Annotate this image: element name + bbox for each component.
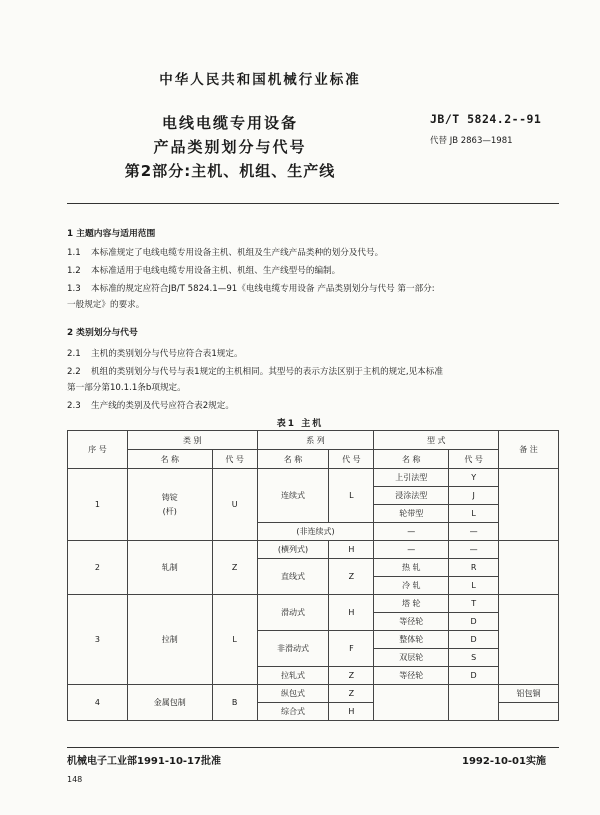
cell-type-code: R [449, 559, 499, 577]
footer-divider [67, 747, 559, 748]
title-line-3: 第2部分:主机、机组、生产线 [124, 162, 336, 180]
header-type: 型 式 [374, 431, 499, 450]
header-series: 系 列 [257, 431, 374, 450]
para-number: 2.2 [67, 367, 81, 377]
cell-category-code: Z [212, 541, 257, 595]
table-row [68, 595, 559, 613]
header-code: 代 号 [212, 450, 257, 469]
paragraph-2-2 [67, 364, 559, 380]
cell-type-name: 塔 轮 [374, 595, 449, 613]
table-subheader-row [68, 450, 559, 469]
cell-remark: 铝包铜 [499, 685, 559, 703]
cell-type-name: 整体轮 [374, 631, 449, 649]
para-number: 2.1 [67, 349, 81, 359]
cell-seq: 3 [68, 595, 128, 685]
cell-series-code: Z [329, 685, 374, 703]
cell-category-code: L [212, 595, 257, 685]
implementation-date: 1992-10-01实施 [462, 756, 546, 767]
page-number: 148 [67, 775, 83, 784]
header-remark: 备 注 [499, 431, 559, 469]
header-category: 类 别 [127, 431, 257, 450]
main-table [67, 430, 559, 721]
para-number: 1.1 [67, 248, 81, 258]
cell-series-code: H [329, 703, 374, 721]
para-text: 本标准适用于电线电缆专用设备主机、机组、生产线型号的编制。 [91, 266, 341, 276]
cell-series-code: L [329, 469, 374, 523]
approval-date: 机械电子工业部1991-10-17批准 [67, 756, 221, 767]
cell-series-name: 综合式 [257, 703, 329, 721]
cell-category-code: B [212, 685, 257, 721]
cell-category-name: 拉制 [127, 595, 212, 685]
header-seq: 序 号 [68, 431, 128, 469]
para-text: 本标准的规定应符合JB/T 5824.1—91《电线电缆专用设备 产品类别划分与代号 第一部分: [91, 284, 435, 294]
paragraph-2-1 [67, 346, 559, 362]
cell-remark [499, 541, 559, 595]
cell-type-code: D [449, 631, 499, 649]
cell-type-name: — [374, 523, 449, 541]
paragraph-1-2 [67, 263, 559, 279]
cell-series-code: Z [329, 667, 374, 685]
table-row [68, 541, 559, 559]
standard-number: JB/T 5824.2--91 [430, 112, 542, 126]
cell-series-name: 拉轧式 [257, 667, 329, 685]
cell-remark [499, 703, 559, 721]
cell-series-name: 连续式 [257, 469, 329, 523]
cell-type-name: 等径轮 [374, 667, 449, 685]
cell-series-name: (非连续式) [257, 523, 374, 541]
cell-series-code: H [329, 595, 374, 631]
cell-seq: 1 [68, 469, 128, 541]
cell-type-code: D [449, 613, 499, 631]
cell-type-code: L [449, 577, 499, 595]
header-name: 名 称 [257, 450, 329, 469]
para-text: 生产线的类别及代号应符合表2规定。 [91, 401, 234, 411]
cell-series-code: H [329, 541, 374, 559]
cell-type-code: Y [449, 469, 499, 487]
cell-series-name: (横列式) [257, 541, 329, 559]
para-text: 机组的类别划分与代号与表1规定的主机相同。其型号的表示方法区别于主机的规定,见本标准 [91, 367, 443, 377]
table-row [68, 685, 559, 703]
para-text: 主机的类别划分与代号应符合表1规定。 [91, 349, 243, 359]
cell-category-name: 轧制 [127, 541, 212, 595]
cell-type-code: T [449, 595, 499, 613]
replaces-note: 代替 JB 2863—1981 [430, 136, 513, 146]
cell-series-name: 直线式 [257, 559, 329, 595]
table-row [68, 469, 559, 487]
paragraph-2-3 [67, 398, 559, 414]
cell-series-name: 纵包式 [257, 685, 329, 703]
section-1-title: 1 主题内容与适用范围 [67, 229, 156, 239]
cell-type-code [449, 685, 499, 721]
cell-type-code: — [449, 541, 499, 559]
cell-type-name: 上引法型 [374, 469, 449, 487]
cell-type-name: 热 轧 [374, 559, 449, 577]
cell-category-code: U [212, 469, 257, 541]
title-line-1: 电线电缆专用设备 [161, 114, 298, 132]
document-header: 中华人民共和国机械行业标准 [159, 72, 361, 88]
cell-type-code: D [449, 667, 499, 685]
paragraph-2-2-cont: 第一部分第10.1.1条b项规定。 [67, 383, 186, 393]
cell-type-name: 双层轮 [374, 649, 449, 667]
cell-category-name: 铸锭 (杆) [127, 469, 212, 541]
cell-seq: 4 [68, 685, 128, 721]
header-code: 代 号 [449, 450, 499, 469]
cell-series-name: 滑动式 [257, 595, 329, 631]
cell-category-name: 金属包制 [127, 685, 212, 721]
cell-seq: 2 [68, 541, 128, 595]
header-code: 代 号 [329, 450, 374, 469]
cell-series-code: F [329, 631, 374, 667]
cell-series-name: 非滑动式 [257, 631, 329, 667]
cell-type-name [374, 685, 449, 721]
header-name: 名 称 [374, 450, 449, 469]
table-header-row [68, 431, 559, 450]
paragraph-1-3-cont: 一般规定》的要求。 [67, 300, 145, 310]
paragraph-1-1 [67, 245, 559, 261]
cell-type-code: L [449, 505, 499, 523]
cell-type-name: 浸涂法型 [374, 487, 449, 505]
cell-type-name: 等径轮 [374, 613, 449, 631]
cell-series-code: Z [329, 559, 374, 595]
cell-remark [499, 469, 559, 541]
para-number: 1.3 [67, 284, 81, 294]
cell-type-name: 冷 轧 [374, 577, 449, 595]
title-line-2: 产品类别划分与代号 [153, 138, 307, 156]
header-name: 名 称 [127, 450, 212, 469]
section-2-title: 2 类别划分与代号 [67, 328, 138, 338]
para-number: 2.3 [67, 401, 81, 411]
cell-type-code: S [449, 649, 499, 667]
cell-type-name: 轮带型 [374, 505, 449, 523]
cell-remark [499, 595, 559, 685]
cell-type-code: — [449, 523, 499, 541]
para-number: 1.2 [67, 266, 81, 276]
cell-type-name: — [374, 541, 449, 559]
cell-type-code: J [449, 487, 499, 505]
title-divider [67, 203, 559, 204]
paragraph-1-3 [67, 281, 559, 297]
table-caption: 表1 主机 [276, 419, 324, 429]
para-text: 本标准规定了电线电缆专用设备主机、机组及生产线产品类种的划分及代号。 [91, 248, 384, 258]
